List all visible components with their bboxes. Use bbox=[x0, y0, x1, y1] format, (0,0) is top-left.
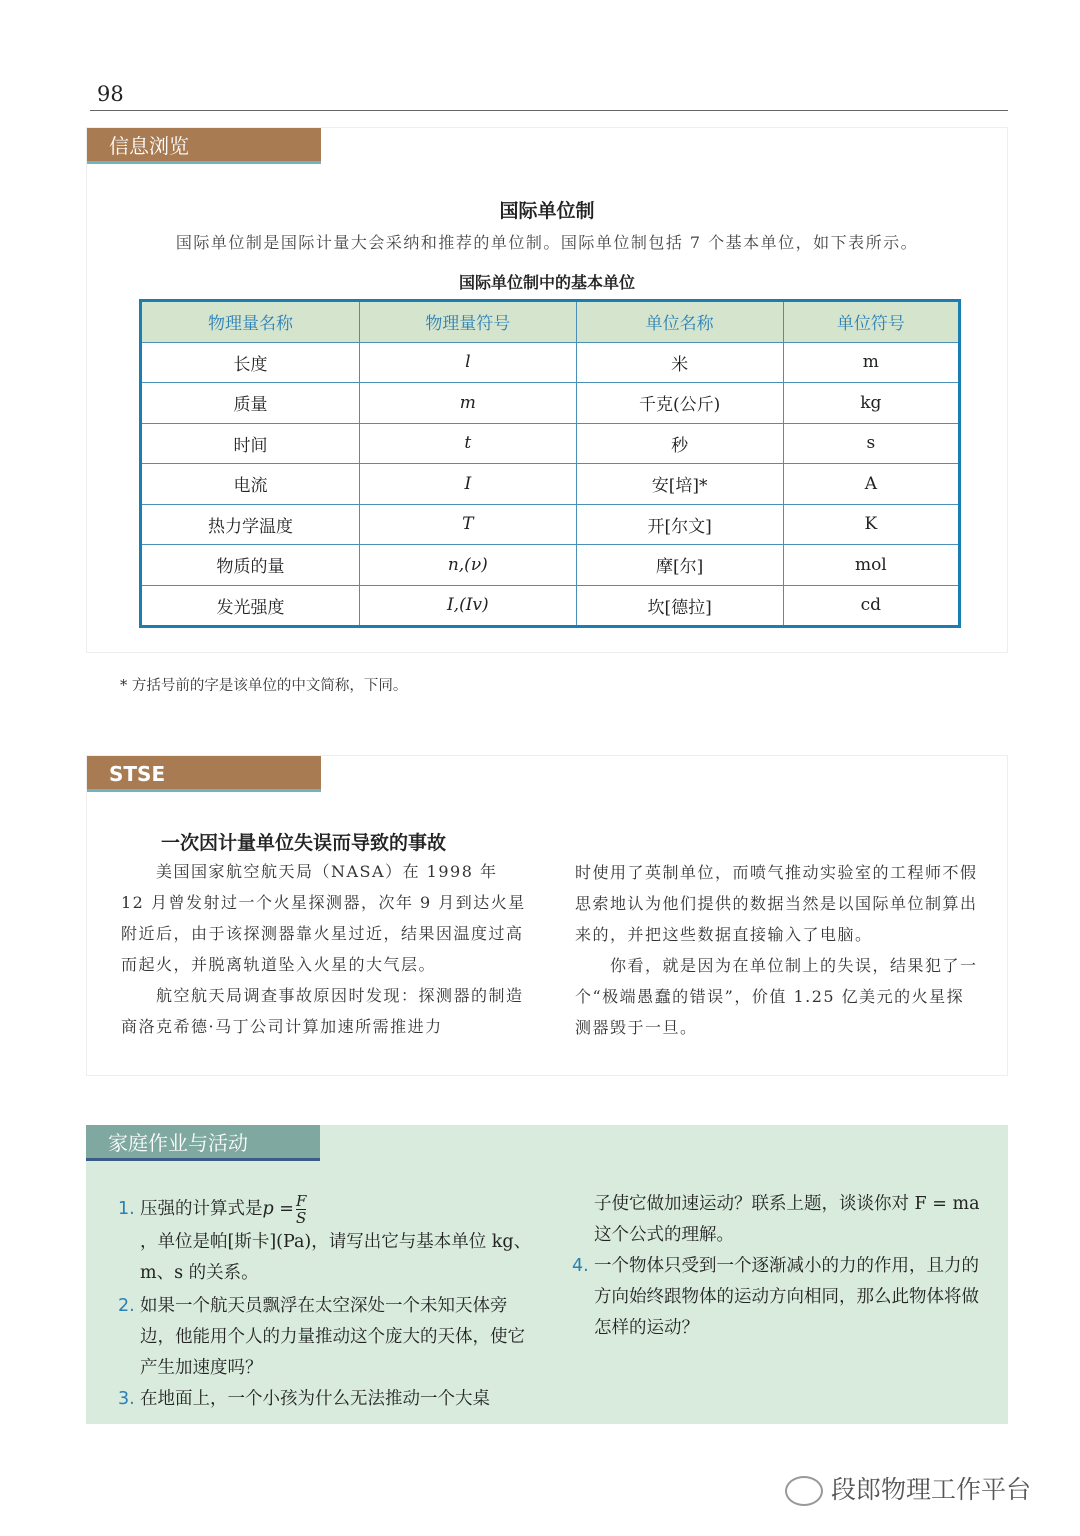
question-4 bbox=[572, 1251, 986, 1344]
homework-right-column bbox=[572, 1189, 986, 1344]
table-cell: 物质的量 bbox=[141, 545, 360, 586]
table-cell: 电流 bbox=[141, 464, 360, 505]
stse-section bbox=[86, 755, 1008, 1076]
table-cell: K bbox=[783, 504, 959, 545]
table-cell: 米 bbox=[576, 342, 783, 383]
question-number: 3. bbox=[118, 1389, 135, 1409]
table-row bbox=[141, 585, 960, 627]
homework-left-column bbox=[118, 1191, 538, 1415]
formula-line bbox=[140, 1191, 538, 1227]
question-number: 4. bbox=[572, 1256, 589, 1276]
q3-text: 在地面上，一个小孩为什么无法推动一个大桌 bbox=[140, 1389, 490, 1409]
table-row bbox=[141, 464, 960, 505]
table-cell: 摩[尔] bbox=[576, 545, 783, 586]
table-cell: 时间 bbox=[141, 423, 360, 464]
info-tab: 信息浏览 bbox=[87, 128, 321, 164]
question-number: 1. bbox=[118, 1199, 135, 1219]
paragraph: 航空航天局调查事故原因时发现：探测器的制造商洛克希德·马丁公司计算加速所需推进力 bbox=[121, 986, 524, 1036]
table-cell: m bbox=[360, 383, 577, 424]
page-number: 98 bbox=[97, 82, 124, 106]
table-cell: 发光强度 bbox=[141, 585, 360, 627]
table-cell: s bbox=[783, 423, 959, 464]
table-cell: 千克(公斤) bbox=[576, 383, 783, 424]
table-row bbox=[141, 383, 960, 424]
table-row bbox=[141, 423, 960, 464]
table-cell: m bbox=[783, 342, 959, 383]
table-row bbox=[141, 504, 960, 545]
table-cell: A bbox=[783, 464, 959, 505]
header-cell: 物理量名称 bbox=[141, 301, 360, 343]
table-row bbox=[141, 342, 960, 383]
table-caption: 国际单位制中的基本单位 bbox=[458, 273, 635, 292]
footnote: * 方括号前的字是该单位的中文简称，下同。 bbox=[120, 678, 408, 694]
question-body bbox=[140, 1191, 538, 1289]
table-header-row bbox=[141, 301, 960, 343]
q3-continuation: 子使它做加速运动？联系上题，谈谈你对 F = ma 这个公式的理解。 bbox=[594, 1194, 980, 1245]
homework-tab: 家庭作业与活动 bbox=[86, 1125, 320, 1161]
intro-text: 国际单位制是国际计量大会采纳和推荐的单位制。国际单位制包括 7 个基本单位，如下表所示。 bbox=[175, 233, 919, 252]
header-cell: 单位名称 bbox=[576, 301, 783, 343]
paragraph: 时使用了英制单位，而喷气推动实验室的工程师不假思索地认为他们提供的数据当然是以国际单位制算出来的，并把这些数据直接输入了电脑。 bbox=[575, 863, 978, 944]
fraction bbox=[296, 1193, 306, 1226]
paragraph: 你看，就是因为在单位制上的失误，结果犯了一个“极端愚蠢的错误”，价值 1.25 亿美元的火星探测器毁于一旦。 bbox=[575, 956, 978, 1037]
table-cell: t bbox=[360, 423, 577, 464]
q4-text: 一个物体只受到一个逐渐减小的力的作用，且力的方向始终跟物体的运动方向相同，那么此物体将做怎样的运动？ bbox=[594, 1256, 979, 1338]
question-3 bbox=[118, 1384, 538, 1415]
watermark bbox=[785, 1470, 1031, 1506]
q1-text: ，单位是帕[斯卡](Pa)，请写出它与基本单位 kg、m、s 的关系。 bbox=[140, 1232, 532, 1283]
table-cell: kg bbox=[783, 383, 959, 424]
wechat-icon bbox=[785, 1476, 823, 1506]
story-left-column bbox=[121, 856, 527, 1042]
section-title: 国际单位制 bbox=[499, 200, 595, 222]
story-right-column bbox=[575, 857, 979, 1043]
table-row bbox=[141, 545, 960, 586]
table-cell: I bbox=[360, 464, 577, 505]
table-cell: 开[尔文] bbox=[576, 504, 783, 545]
stse-tab: STSE bbox=[87, 756, 321, 792]
table-cell: 安[培]* bbox=[576, 464, 783, 505]
numerator: F bbox=[295, 1191, 307, 1210]
header-divider bbox=[90, 110, 1008, 111]
paragraph: 美国国家航空航天局（NASA）在 1998 年 12 月曾发射过一个火星探测器，次年 9 月到达火星附近后，由于该探测器靠火星过近，结果因温度过高而起火，并脱离轨道坠入火星的大气层。 bbox=[121, 862, 526, 974]
story-title: 一次因计量单位失误而导致的事故 bbox=[161, 832, 447, 854]
table-cell: 质量 bbox=[141, 383, 360, 424]
table-cell: l bbox=[360, 342, 577, 383]
q1-text: 压强的计算式是 bbox=[140, 1198, 263, 1219]
header-cell: 单位符号 bbox=[783, 301, 959, 343]
table-cell: T bbox=[360, 504, 577, 545]
homework-section bbox=[86, 1125, 1008, 1424]
question-number: 2. bbox=[118, 1296, 135, 1316]
denominator: S bbox=[296, 1208, 307, 1227]
formula: p = bbox=[262, 1198, 294, 1219]
question-2 bbox=[118, 1291, 538, 1384]
info-section bbox=[86, 127, 1008, 653]
table-cell: I,(Iv) bbox=[360, 585, 577, 627]
table-cell: 长度 bbox=[141, 342, 360, 383]
table-cell: 坎[德拉] bbox=[576, 585, 783, 627]
table-cell: cd bbox=[783, 585, 959, 627]
question-1 bbox=[118, 1191, 538, 1289]
si-units-table bbox=[139, 299, 961, 628]
header-cell: 物理量符号 bbox=[360, 301, 577, 343]
table-cell: n,(ν) bbox=[360, 545, 577, 586]
watermark-text: 段郎物理工作平台 bbox=[831, 1475, 1032, 1504]
q2-text: 如果一个航天员飘浮在太空深处一个未知天体旁边，他能用个人的力量推动这个庞大的天体，使它产生加速度吗？ bbox=[140, 1296, 525, 1378]
table-cell: 秒 bbox=[576, 423, 783, 464]
table-cell: 热力学温度 bbox=[141, 504, 360, 545]
table-cell: mol bbox=[783, 545, 959, 586]
